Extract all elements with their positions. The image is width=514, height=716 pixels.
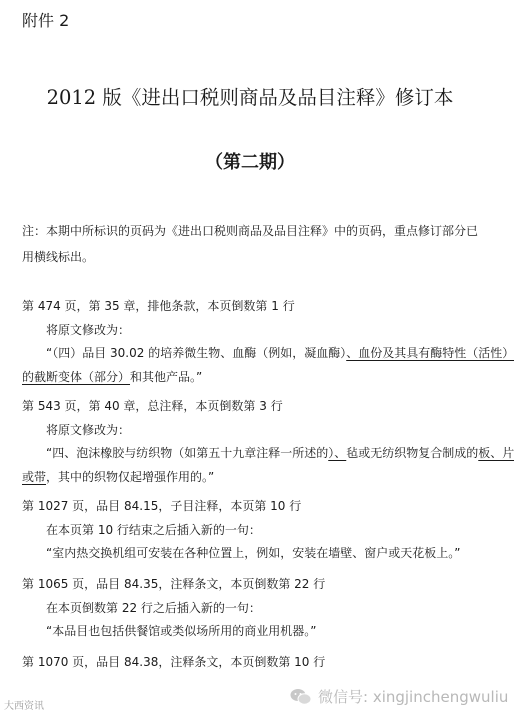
- section-1-underlined-b: 的截断变体（部分）: [22, 370, 131, 384]
- intro-note: 注：本期中所标识的页码为《进出口税则商品及品目注释》中的页码，重点修订部分已用横线标出。: [22, 224, 479, 264]
- section-3-text: “室内热交换机组可安装在各种位置上，例如，安装在墙壁、窗户或天花板上。”: [46, 546, 461, 560]
- section-2-text-line-2: [22, 468, 214, 485]
- section-1-instruction: 将原文修改为：: [46, 323, 131, 337]
- watermark-logo-text: 大西资讯: [4, 701, 44, 712]
- section-1-text-b: 和其他产品。”: [130, 370, 203, 384]
- section-2-text-a: “四、泡沫橡胶与纺织物（如第五十九章注释一所述的: [46, 446, 329, 460]
- section-1-header: 第 474 页，第 35 章，排他条款，本页倒数第 1 行: [22, 299, 295, 313]
- section-2-underlined-a: ）、: [328, 446, 347, 460]
- document-title: 2012 版《进出口税则商品及品目注释》修订本: [46, 86, 454, 109]
- watermark-text: 微信号: xingjinchengwuliu: [318, 688, 509, 706]
- wechat-icon: [290, 688, 312, 706]
- section-4-text: “本品目也包括供餐馆或类似场所用的商业用机器。”: [46, 624, 317, 638]
- section-2-underlined-c: 或带: [22, 470, 47, 484]
- section-3-instruction: 在本页第 10 行结束之后插入新的一句：: [46, 523, 261, 537]
- section-2-instruction: 将原文修改为：: [46, 423, 131, 437]
- wechat-watermark: [290, 686, 508, 707]
- section-1-text-a: “（四）品目 30.02 的培养微生物、血酶（例如，凝血酶）: [46, 346, 347, 360]
- section-5-header: 第 1070 页，品目 84.38，注释条文，本页倒数第 10 行: [22, 655, 326, 669]
- section-1-text-line-1: [46, 344, 514, 361]
- section-2-text-b: 毡或无纺织物复合制成的: [346, 446, 479, 460]
- section-2-text-c: ，其中的织物仅起增强作用的。”: [46, 470, 215, 484]
- section-2-underlined-b: 板、片: [478, 446, 514, 460]
- section-3-header: 第 1027 页，品目 84.15，子目注释，本页第 10 行: [22, 499, 302, 513]
- section-1-underlined-a: 、血份及其具有酶特性（活性）: [346, 346, 514, 360]
- document-subtitle: （第二期）: [205, 152, 295, 173]
- section-1-text-line-2: [22, 368, 202, 385]
- section-4-instruction: 在本页倒数第 22 行之后插入新的一句：: [46, 601, 261, 615]
- section-2-text-line-1: [46, 444, 514, 461]
- section-4-header: 第 1065 页，品目 84.35，注释条文，本页倒数第 22 行: [22, 577, 326, 591]
- watermark-logo: [4, 697, 44, 712]
- section-2-header: 第 543 页，第 40 章，总注释，本页倒数第 3 行: [22, 399, 283, 413]
- attachment-label: 附件 2: [22, 11, 70, 30]
